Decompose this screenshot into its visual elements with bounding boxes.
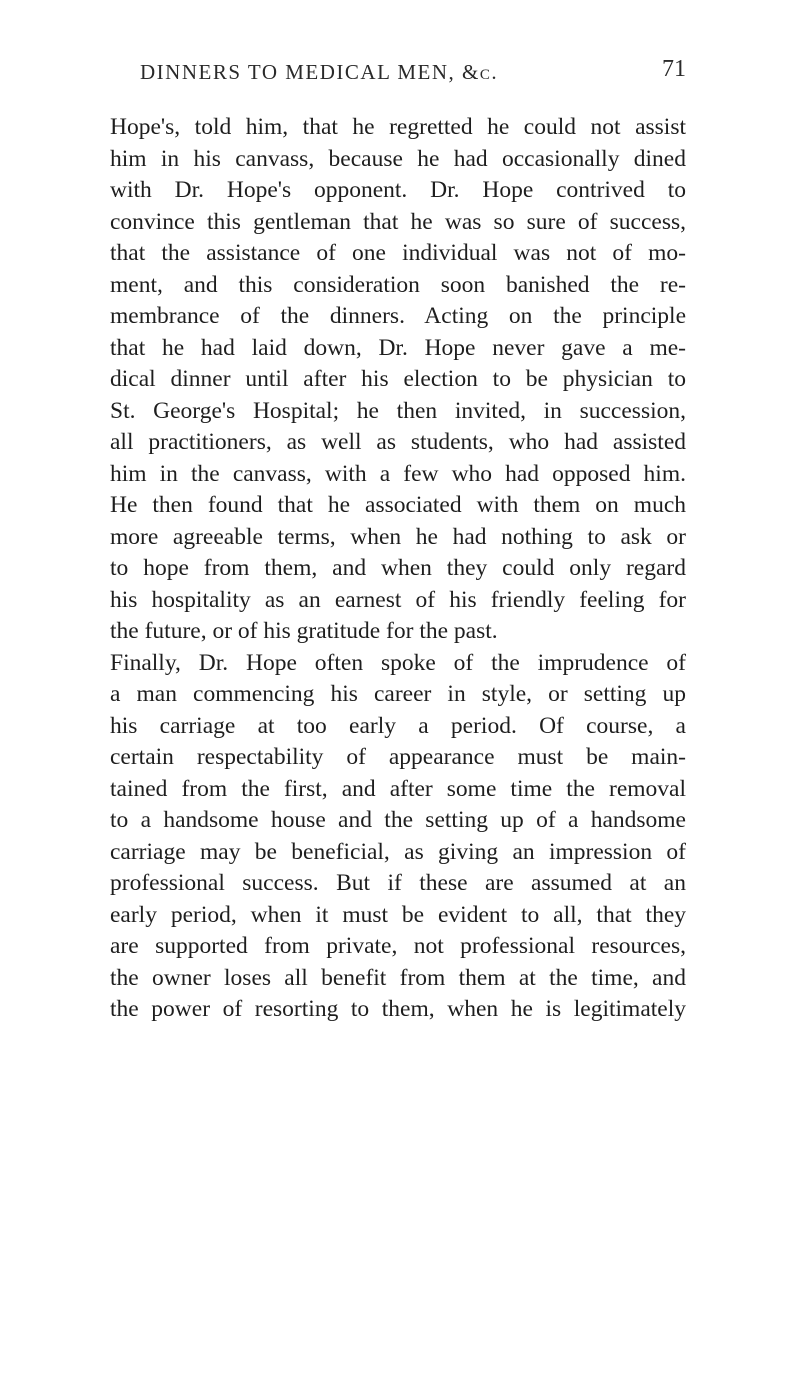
text-line: the owner loses all benefit from them at the time, and	[110, 964, 686, 991]
text-line: membrance of the dinners. Acting on the principle	[110, 303, 686, 329]
text-line: his hospitality as an earnest of his friendly feeling for	[110, 586, 686, 613]
text-line: the power of resorting to them, when he is legitimately	[110, 996, 686, 1022]
text-line: to a handsome house and the setting up of a handsome	[110, 807, 686, 833]
text-line: certain respectability of appearance must be main-	[110, 744, 686, 770]
text-line: Hope's, told him, that he regretted he could not assist	[110, 114, 686, 140]
page-number: 71	[662, 56, 686, 82]
text-line: professional success. But if these are assumed at an	[110, 870, 686, 896]
text-line: dical dinner until after his election to be physician to	[110, 366, 686, 392]
body-text	[110, 112, 686, 1026]
text-line: with Dr. Hope's opponent. Dr. Hope contrived to	[110, 177, 686, 203]
text-line: are supported from private, not professional resources,	[110, 933, 686, 959]
text-line: ment, and this consideration soon banished the re-	[110, 271, 686, 298]
text-line: him in the canvass, with a few who had opposed him.	[110, 460, 686, 487]
text-line: tained from the first, and after some time the removal	[110, 775, 686, 802]
paragraph-end-line: the future, or of his gratitude for the past.	[110, 618, 498, 644]
running-head	[140, 56, 686, 92]
text-line: him in his canvass, because he had occasionally dined	[110, 145, 686, 172]
text-line: convince this gentleman that he was so sure of success,	[110, 208, 686, 235]
text-line: his carriage at too early a period. Of course, a	[110, 712, 686, 739]
text-line: that the assistance of one individual was not of mo-	[110, 240, 686, 266]
text-line: to hope from them, and when they could only regard	[110, 555, 686, 581]
text-line: St. George's Hospital; he then invited, in succession,	[110, 397, 686, 424]
text-line: He then found that he associated with them on much	[110, 492, 686, 518]
text-line: all practitioners, as well as students, who had assisted	[110, 429, 686, 455]
running-title: DINNERS TO MEDICAL MEN, &c.	[140, 60, 499, 84]
text-line: that he had laid down, Dr. Hope never gave a me-	[110, 334, 686, 361]
text-line: carriage may be beneficial, as giving an impression of	[110, 838, 686, 865]
paragraph-start-line: Finally, Dr. Hope often spoke of the imprudence of	[110, 649, 686, 676]
text-line: early period, when it must be evident to all, that they	[110, 901, 686, 928]
text-line: a man commencing his career in style, or setting up	[110, 681, 686, 707]
text-line: more agreeable terms, when he had nothing to ask or	[110, 523, 686, 550]
